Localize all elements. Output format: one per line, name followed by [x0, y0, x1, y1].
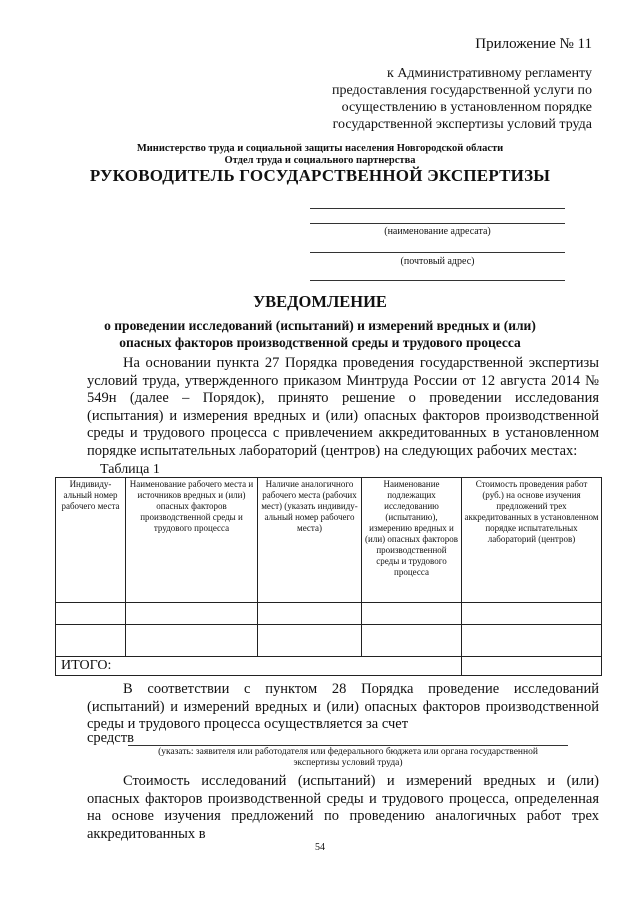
paragraph-funding: В соответствии с пунктом 28 Порядка проведение исследований (испытаний) и измерений вредных и (или) опасных факторов производственной среды и трудового процесса осуществляется за счет — [87, 681, 599, 732]
notice-subtitle: о проведении исследований (испытаний) и измерений вредных и (или) — [104, 318, 536, 333]
table-label: Таблица 1 — [100, 462, 160, 477]
table-cell[interactable] — [258, 625, 362, 657]
table-row — [56, 625, 602, 657]
appendix-line: к Административному регламенту — [387, 66, 592, 81]
table-total-row — [56, 657, 602, 676]
appendix-line: предоставления государственной услуги по — [332, 83, 592, 98]
notice-subtitle: опасных факторов производственной среды и трудового процесса — [119, 335, 521, 350]
total-label: ИТОГО: — [56, 657, 462, 676]
address-line — [310, 252, 565, 253]
table-cell[interactable] — [56, 625, 126, 657]
table-cell[interactable] — [258, 603, 362, 625]
recipient-heading: РУКОВОДИТЕЛЬ ГОСУДАРСТВЕННОЙ ЭКСПЕРТИЗЫ — [89, 166, 551, 185]
funds-fill-line[interactable] — [128, 745, 568, 746]
address-line — [310, 280, 565, 281]
table-header-cell: Наименование подлежащих исследованию (испытанию), измерению вредных и (или) опасных факторов производственной среды и трудового процесса — [362, 478, 462, 603]
postal-caption: (почтовый адрес) — [400, 256, 475, 267]
table-cell[interactable] — [362, 603, 462, 625]
appendix-line: государственной экспертизы условий труда — [332, 117, 592, 132]
table-header-cell: Наличие аналогичного рабочего места (рабочих мест) (указать индивиду-альный номер рабочего места) — [258, 478, 362, 603]
appendix-title: Приложение № 11 — [475, 36, 592, 52]
department-name: Отдел труда и социального партнерства — [224, 155, 416, 166]
table-cell[interactable] — [462, 625, 602, 657]
workplaces-table — [55, 477, 602, 676]
table-cell[interactable] — [462, 603, 602, 625]
table-header-cell: Наименование рабочего места и источников вредных и (или) опасных факторов производственной среды и трудового процесса — [126, 478, 258, 603]
address-line — [310, 208, 565, 209]
paragraph-decision: На основании пункта 27 Порядка проведения государственной экспертизы условий труда, утвержденного приказом Минтруда России от 12 августа 2014 № 549н (далее – Порядок), принято решение о проведении исследования (испытания) и измерения вредных и (или) опасных факторов производственной среды и трудового процесса с привлечением аккредитованных в установленном порядке испытательных лабораторий (центров) на следующих рабочих местах: — [87, 355, 599, 459]
total-value-cell[interactable] — [462, 657, 602, 676]
table-header-cell: Индивиду-альный номер рабочего места — [56, 478, 126, 603]
funds-caption: экспертизы условий труда) — [293, 758, 403, 768]
table-row — [56, 603, 602, 625]
funds-label: средств — [87, 730, 134, 746]
page-number: 54 — [315, 842, 325, 853]
paragraph-cost: Стоимость исследований (испытаний) и измерений вредных и (или) опасных факторов производственной среды и трудового процесса, определенная на основе изучения предложений по проведению аналогичных работ трех аккредитованных в — [87, 773, 599, 842]
addressee-caption: (наименование адресата) — [384, 226, 491, 237]
table-header-row — [56, 478, 602, 603]
funds-caption: (указать: заявителя или работодателя или федерального бюджета или органа государственной — [158, 747, 538, 757]
ministry-name: Министерство труда и социальной защиты населения Новгородской области — [136, 143, 504, 154]
table-cell[interactable] — [126, 603, 258, 625]
address-line — [310, 223, 565, 224]
notice-title: УВЕДОМЛЕНИЕ — [253, 292, 387, 311]
table-header-cell: Стоимость проведения работ (руб.) на основе изучения предложений трех аккредитованных в установленном порядке испытательных лабораторий (центров) — [462, 478, 602, 603]
table-cell[interactable] — [362, 625, 462, 657]
table-cell[interactable] — [126, 625, 258, 657]
table-cell[interactable] — [56, 603, 126, 625]
appendix-line: осуществлению в установленном порядке — [341, 100, 592, 115]
